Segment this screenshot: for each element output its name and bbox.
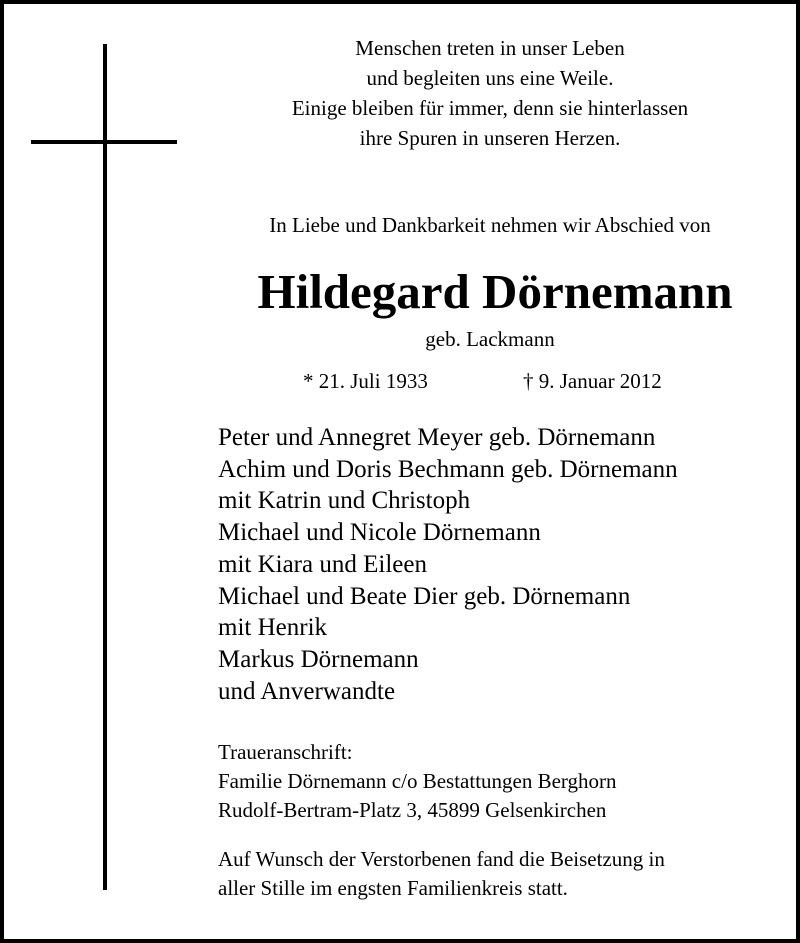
poem-line: und begleiten uns eine Weile.	[366, 66, 614, 90]
mourner-line: und Anverwandte	[218, 677, 396, 705]
address-label: Traueranschrift:	[218, 740, 353, 764]
mourners-list	[218, 422, 678, 707]
mourner-line: mit Katrin und Christoph	[218, 487, 471, 515]
farewell-intro: In Liebe und Dankbarkeit nehmen wir Abschied von	[269, 213, 711, 237]
cross-vertical-beam	[103, 44, 107, 890]
mourner-line: mit Kiara und Eileen	[218, 550, 427, 578]
maiden-name: geb. Lackmann	[425, 327, 555, 351]
mourner-line: mit Henrik	[218, 614, 328, 642]
poem-line: ihre Spuren in unseren Herzen.	[359, 126, 621, 150]
address-line: Familie Dörnemann c/o Bestattungen Berghorn	[218, 769, 617, 793]
poem-line: Einige bleiben für immer, denn sie hinterlassen	[291, 96, 689, 120]
birth-date: * 21. Juli 1933	[303, 369, 428, 393]
death-date: † 9. Januar 2012	[523, 369, 662, 393]
mourner-line: Michael und Nicole Dörnemann	[218, 519, 541, 547]
deceased-name: Hildegard Dörnemann	[257, 264, 733, 319]
mourner-line: Markus Dörnemann	[218, 645, 419, 673]
poem-line: Menschen treten in unser Leben	[355, 36, 625, 60]
burial-note	[218, 845, 665, 903]
note-line: aller Stille im engsten Familienkreis statt.	[218, 876, 568, 900]
mourning-address	[218, 738, 617, 825]
address-line: Rudolf-Bertram-Platz 3, 45899 Gelsenkirchen	[218, 798, 607, 822]
note-line: Auf Wunsch der Verstorbenen fand die Beisetzung in	[218, 847, 665, 871]
mourner-line: Achim und Doris Bechmann geb. Dörnemann	[218, 455, 678, 483]
mourner-line: Peter und Annegret Meyer geb. Dörnemann	[218, 424, 656, 451]
memorial-poem	[190, 33, 790, 153]
mourner-line: Michael und Beate Dier geb. Dörnemann	[218, 582, 631, 610]
cross-horizontal-beam	[31, 140, 177, 144]
